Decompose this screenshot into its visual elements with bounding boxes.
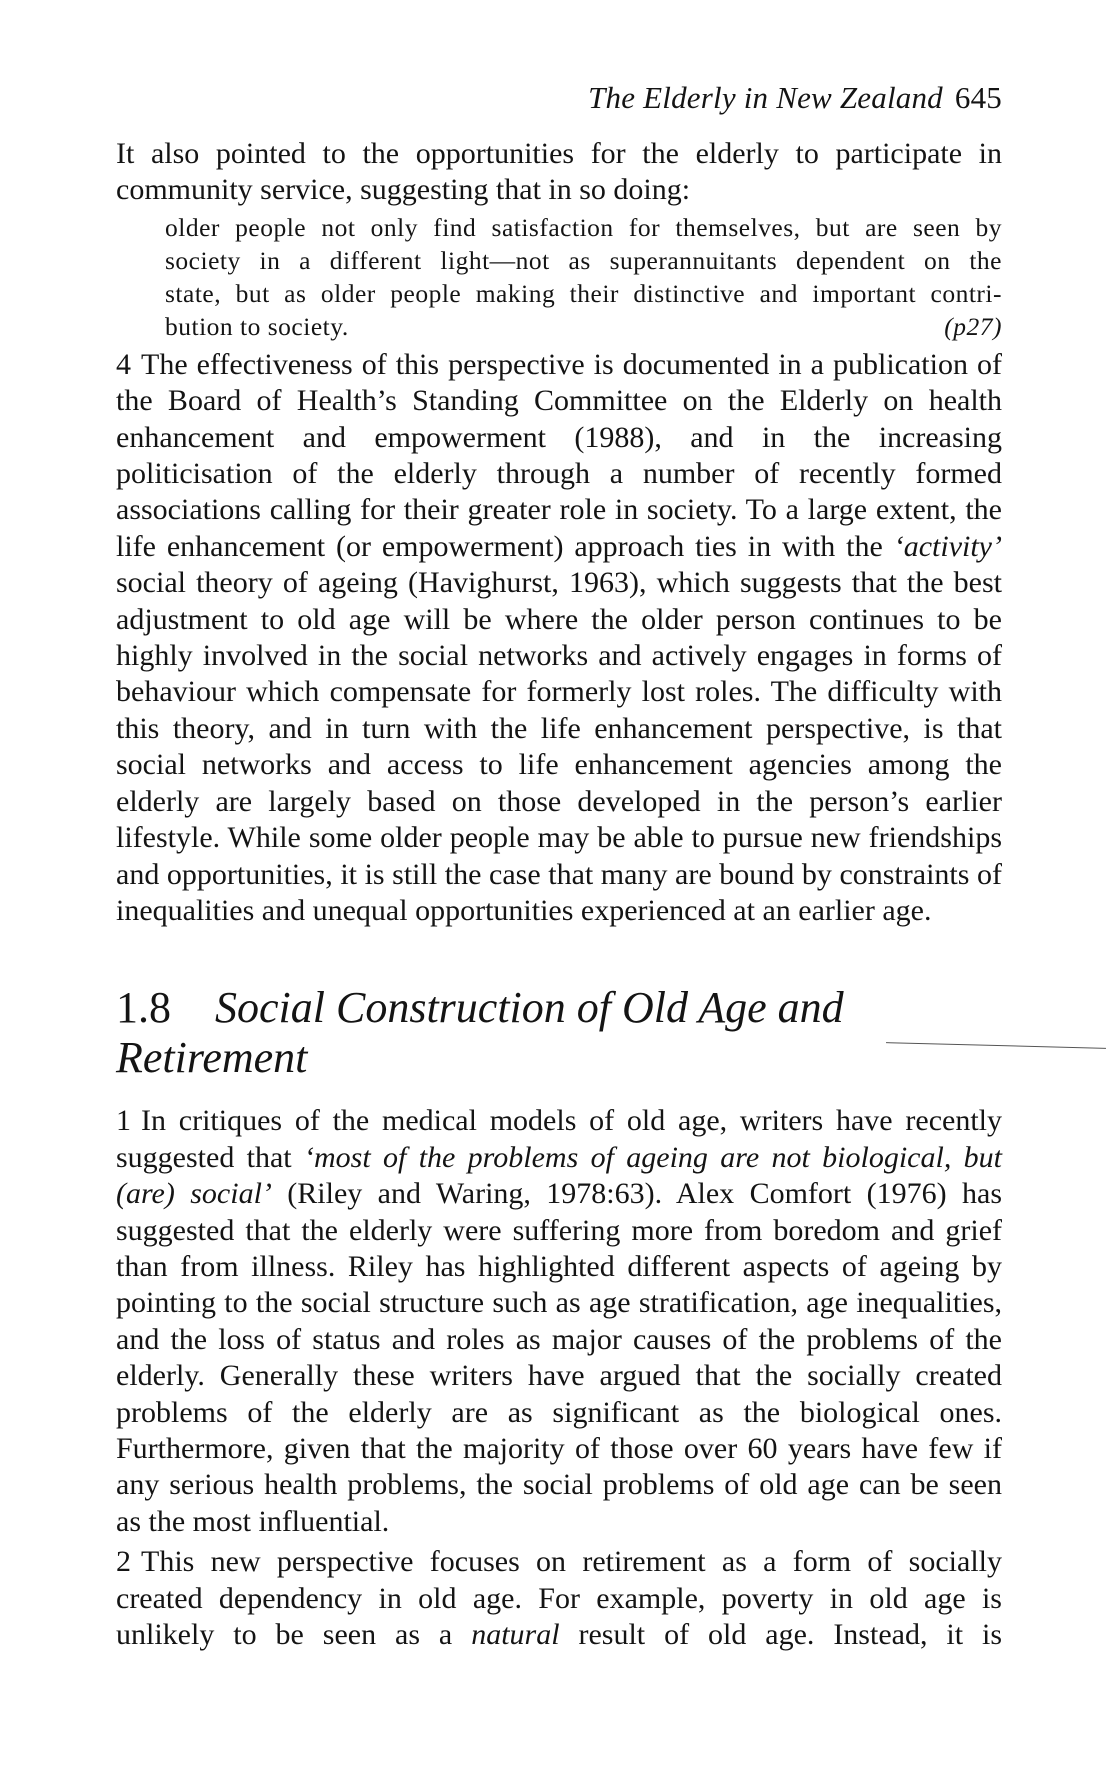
- quote-line-4: bution to society.: [165, 311, 349, 341]
- paragraph-text: This new perspective focuses on retirement as a form of socially created dependency in old age. For example, poverty in old age is unlikely to be seen as a: [116, 1545, 1002, 1651]
- paragraph-text: The effectiveness of this perspective is documented in a publication of the Board of Health’s Standing Committee on the Elderly on health enhancement and empowerment (1988), and in the increasing politicisation of the elderly through a number of recently formed associations calling for their greater role in society. To a large extent, the life enhancement (or empowerment) approach ties in with the: [116, 347, 1002, 563]
- quote-line-2: society in a different light—not as superannuitants dependent on the: [165, 245, 1002, 275]
- page-number: 645: [954, 80, 1002, 115]
- emphasis-text: natural: [471, 1618, 560, 1651]
- paragraph-number: 4: [116, 347, 131, 381]
- scan-line-mark: [886, 1042, 1106, 1049]
- paragraph-number: 1: [116, 1104, 131, 1138]
- running-head: [116, 80, 1002, 116]
- paragraph-2: [116, 1544, 1002, 1653]
- quote-line-1: older people not only find satisfaction for themselves, but are seen by: [165, 212, 1002, 242]
- section-number: 1.8: [116, 983, 171, 1033]
- paragraph-text: (Riley and Waring, 1978:63). Alex Comfort (1976) has suggested that the elderly were suffering more from boredom and grief than from illness. Riley has highlighted different aspects of ageing by pointing to the social structure such as age stratification, age inequalities, and the loss of status and roles as major causes of the problems of the elderly. Generally these writers have argued that the socially created problems of the elderly are as significant as the biological ones. Furthermore, given that the majority of those over 60 years have few if any serious health problems, the social problems of old age can be seen as the most influential.: [116, 1177, 1002, 1538]
- paragraph-number: 2: [116, 1545, 131, 1579]
- section-heading: [116, 983, 1002, 1083]
- block-quote: [165, 211, 1002, 343]
- emphasis-text: ‘most of the problems of ageing are not biological, but (are) social’: [116, 1140, 1002, 1211]
- paragraph-text: In critiques of the medical models of old age, writers have recently suggested that: [116, 1104, 1002, 1174]
- quote-line-3: state, but as older people making their distinctive and important contri-: [165, 278, 1002, 308]
- running-head-title: The Elderly in New Zealand: [588, 80, 943, 115]
- intro-line-2: community service, suggesting that in so doing:: [116, 173, 691, 207]
- paragraph-text: social theory of ageing (Havighurst, 1963), which suggests that the best adjustment to old age will be where the older person continues to be highly involved in the social networks and actively engages in forms of behaviour which compensate for formerly lost roles. The difficulty with this theory, and in turn with the life enhancement perspective, is that social networks and access to life enhancement agencies among the elderly are largely based on those developed in the person’s earlier lifestyle. While some older people may be able to pursue new friendships and opportunities, it is still the case that many are bound by constraints of inequalities and unequal opportunities experienced at an earlier age.: [116, 566, 1002, 927]
- paragraph-1: [116, 1103, 1002, 1540]
- paragraph-text: result of old age. Instead, it is: [559, 1618, 1002, 1651]
- book-page: [116, 80, 1002, 1653]
- intro-line-1: It also pointed to the opportunities for the elderly to participate in: [116, 137, 1002, 170]
- quote-last-line: [165, 310, 1002, 343]
- quote-citation: (p27): [944, 311, 1002, 341]
- section-title: Social Construction of Old Age and Retirement: [116, 983, 844, 1083]
- emphasis-text: ‘activity’: [893, 529, 1002, 563]
- paragraph-4: [116, 347, 1002, 930]
